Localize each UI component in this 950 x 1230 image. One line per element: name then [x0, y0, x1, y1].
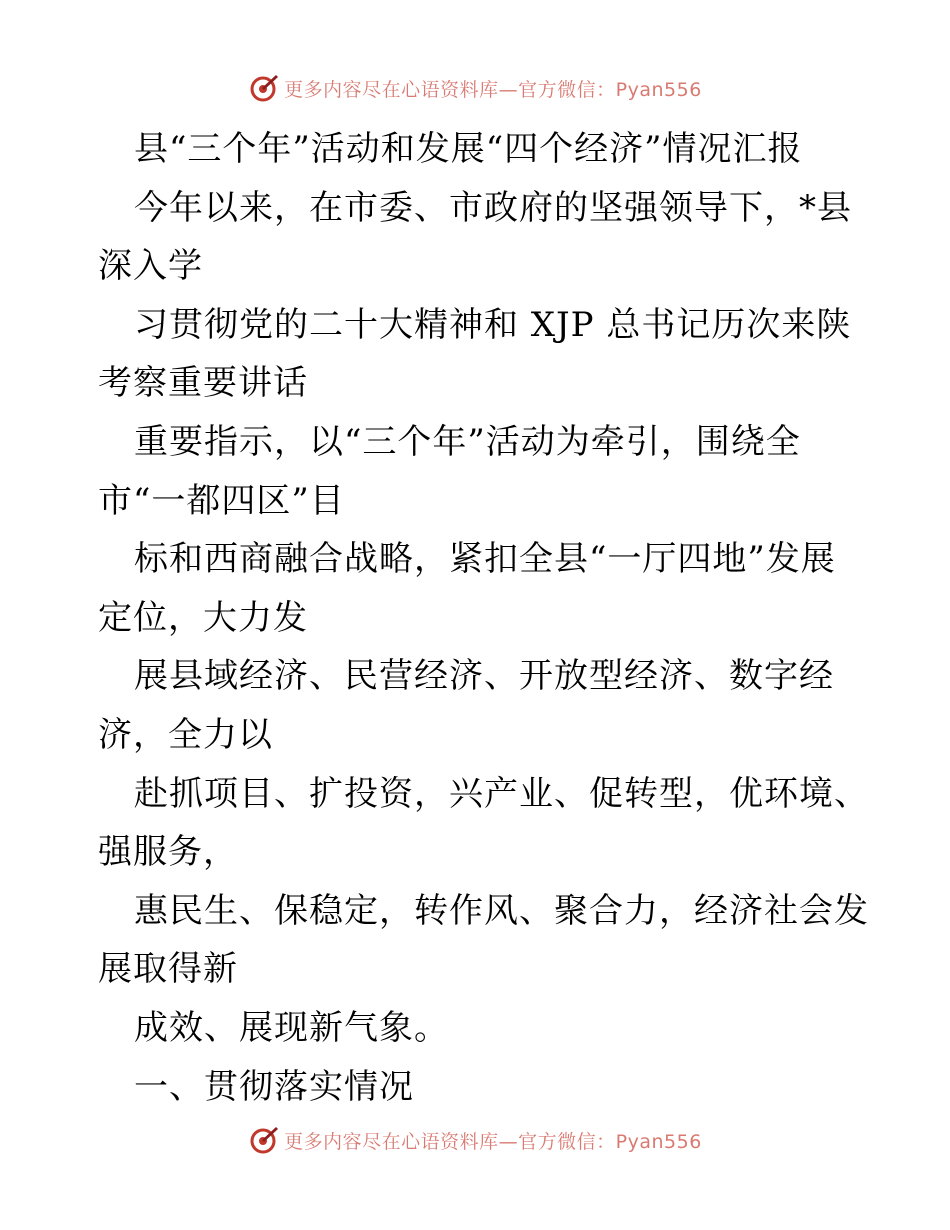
paragraph-line: 习贯彻党的二十大精神和 XJP 总书记历次来陕	[134, 304, 852, 345]
header-watermark	[0, 68, 950, 108]
paragraph-line: 考察重要讲话	[98, 363, 308, 404]
paragraph-line: 赴抓项目、扩投资，兴产业、促转型，优环境、	[134, 773, 869, 814]
paragraph-line: 展取得新	[98, 949, 238, 990]
watermark-text: 更多内容尽在心语资料库—官方微信：Pyan556	[284, 78, 702, 101]
paragraph-line: 今年以来，在市委、市政府的坚强领导下，*县	[134, 187, 852, 228]
watermark-text: 更多内容尽在心语资料库—官方微信：Pyan556	[284, 1130, 702, 1153]
footer-watermark	[0, 1120, 950, 1160]
paragraph-line: 济，全力以	[98, 714, 273, 755]
document-title: 县“三个年”活动和发展“四个经济”情况汇报	[134, 129, 803, 169]
paragraph-line: 惠民生、保稳定，转作风、聚合力，经济社会发	[134, 890, 869, 931]
paragraph-line: 重要指示，以“三个年”活动为牵引，围绕全	[134, 421, 801, 462]
paragraph-line: 标和西商融合战略，紧扣全县“一厅四地”发展	[134, 539, 836, 580]
paragraph-line: 强服务，	[98, 832, 238, 873]
paragraph-line: 展县域经济、民营经济、开放型经济、数字经	[134, 656, 834, 697]
paragraph-line: 定位，大力发	[98, 597, 308, 638]
paragraph-line: 市“一都四区”目	[98, 480, 345, 521]
paragraph-line: 深入学	[98, 246, 203, 287]
document-body	[98, 120, 868, 1116]
section-heading: 一、贯彻落实情况	[134, 1066, 414, 1107]
paragraph-line: 成效、展现新气象。	[134, 1007, 449, 1048]
pen-logo-icon	[248, 1124, 280, 1156]
pen-logo-icon	[248, 72, 280, 104]
